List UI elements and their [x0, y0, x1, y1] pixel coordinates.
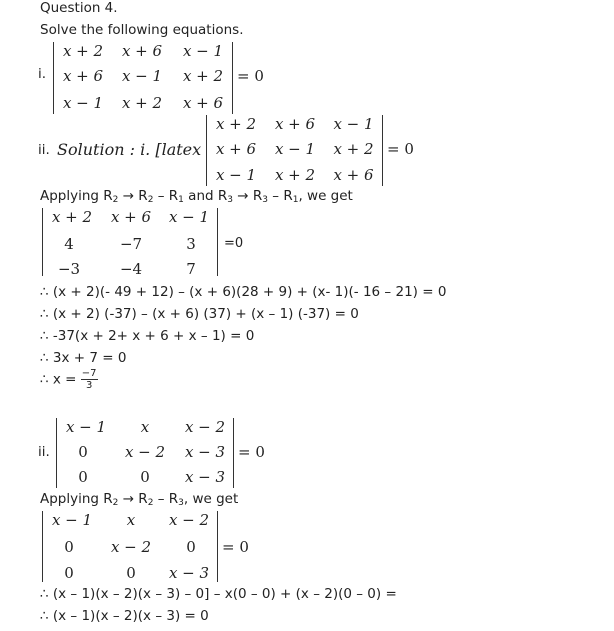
det2-cell: x + 2: [333, 140, 374, 158]
det2-cell: x − 1: [274, 140, 316, 158]
det4-cell: 0: [140, 468, 150, 486]
det5-cell: 0: [126, 564, 136, 582]
det3-cell: 3: [186, 235, 196, 253]
det1-cell: x − 1: [121, 67, 163, 85]
det1-cell: x + 6: [62, 67, 104, 85]
det5-left-bar: [42, 511, 43, 582]
applying-row-ops-1: Applying $R_2 \to R_2 - R_1$ and $R_3 \to R_3 - R_1$, we get: [40, 188, 353, 205]
applying-row-ops-2: Applying $R_2 \to R_2 - R_3$, we get: [40, 491, 239, 508]
det5-cell: 0: [64, 564, 74, 582]
det1-cell: x − 1: [62, 94, 104, 112]
x-result: ∴ x = $\frac{-7}{3}$: [40, 368, 97, 391]
det3-left-bar: [42, 208, 43, 276]
det2-equals-zero: = 0: [387, 140, 414, 158]
det5-equals-zero: = 0: [222, 538, 249, 556]
det1-cell: x − 1: [182, 42, 224, 60]
det3-cell: x − 1: [168, 208, 210, 226]
det4-cell: x − 2: [124, 443, 166, 461]
step-line: ∴ 3x + 7 = 0: [40, 350, 127, 366]
det5-cell: x − 2: [110, 538, 152, 556]
step-line: ∴ (x + 2) (-37) – (x + 6) (37) + (x – 1) (-37) = 0: [40, 306, 359, 322]
det4-cell: x − 1: [65, 418, 107, 436]
step-line: ∴ -37(x + 2+ x + 6 + x – 1) = 0: [40, 328, 255, 344]
det4-cell: x: [140, 418, 150, 436]
det2-cell: x + 6: [215, 140, 257, 158]
det2-left-bar: [206, 115, 207, 186]
det5-cell: x − 3: [168, 564, 210, 582]
det4-cell: 0: [78, 468, 88, 486]
det2-cell: x + 2: [274, 166, 316, 184]
det4-left-bar: [56, 418, 57, 488]
det5-cell: 0: [64, 538, 74, 556]
question-title: Question 4.: [40, 0, 118, 16]
det3-cell: 7: [186, 260, 196, 278]
det3-right-bar: [217, 208, 218, 276]
det1-cell: x + 6: [182, 94, 224, 112]
det4-cell: x − 3: [184, 468, 226, 486]
det1-cell: x + 2: [182, 67, 224, 85]
part-i-label: i.: [38, 66, 47, 82]
det5-cell: x: [126, 511, 136, 529]
det1-cell: x + 6: [121, 42, 163, 60]
det5-right-bar: [217, 511, 218, 582]
det4-cell: 0: [78, 443, 88, 461]
det5-cell: 0: [186, 538, 196, 556]
det3-cell: −7: [119, 235, 143, 253]
det1-cell: x + 2: [121, 94, 163, 112]
det3-cell: x + 2: [51, 208, 93, 226]
det2-cell: x + 2: [215, 115, 257, 133]
det4-right-bar: [233, 418, 234, 488]
step-line: ∴ (x + 2)(- 49 + 12) – (x + 6)(28 + 9) + (x- 1)(- 16 – 21) = 0: [40, 284, 447, 300]
step-line: ∴ (x – 1)(x – 2)(x – 3) – 0] – x(0 – 0) + (x – 2)(0 – 0) =: [40, 586, 397, 602]
part-ii-solution-text: Solution : i. [latex: [57, 140, 202, 159]
det3-cell: 4: [64, 235, 74, 253]
step-line: ∴ (x – 1)(x – 2)(x – 3) = 0: [40, 608, 209, 624]
det2-cell: x + 6: [274, 115, 316, 133]
det4-cell: x − 3: [184, 443, 226, 461]
det5-cell: x − 2: [168, 511, 210, 529]
part-ii-prefix: ii.: [38, 142, 50, 158]
det4-equals-zero: = 0: [238, 443, 265, 461]
det1-left-bar: [53, 42, 54, 114]
det1-cell: x + 2: [62, 42, 104, 60]
part-ii-label: ii.: [38, 444, 50, 460]
det2-cell: x − 1: [333, 115, 374, 133]
det3-cell: x + 6: [110, 208, 152, 226]
det2-right-bar: [382, 115, 383, 186]
det2-cell: x − 1: [215, 166, 257, 184]
det3-cell: −4: [119, 260, 143, 278]
det3-cell: −3: [57, 260, 81, 278]
det4-cell: x − 2: [184, 418, 226, 436]
x-result-fraction: $\frac{-7}{3}$: [81, 368, 97, 391]
instruction: Solve the following equations.: [40, 22, 244, 38]
det5-cell: x − 1: [51, 511, 93, 529]
det2-cell: x + 6: [333, 166, 374, 184]
det3-equals-zero: =0: [224, 236, 244, 251]
det1-equals-zero: = 0: [237, 67, 264, 85]
